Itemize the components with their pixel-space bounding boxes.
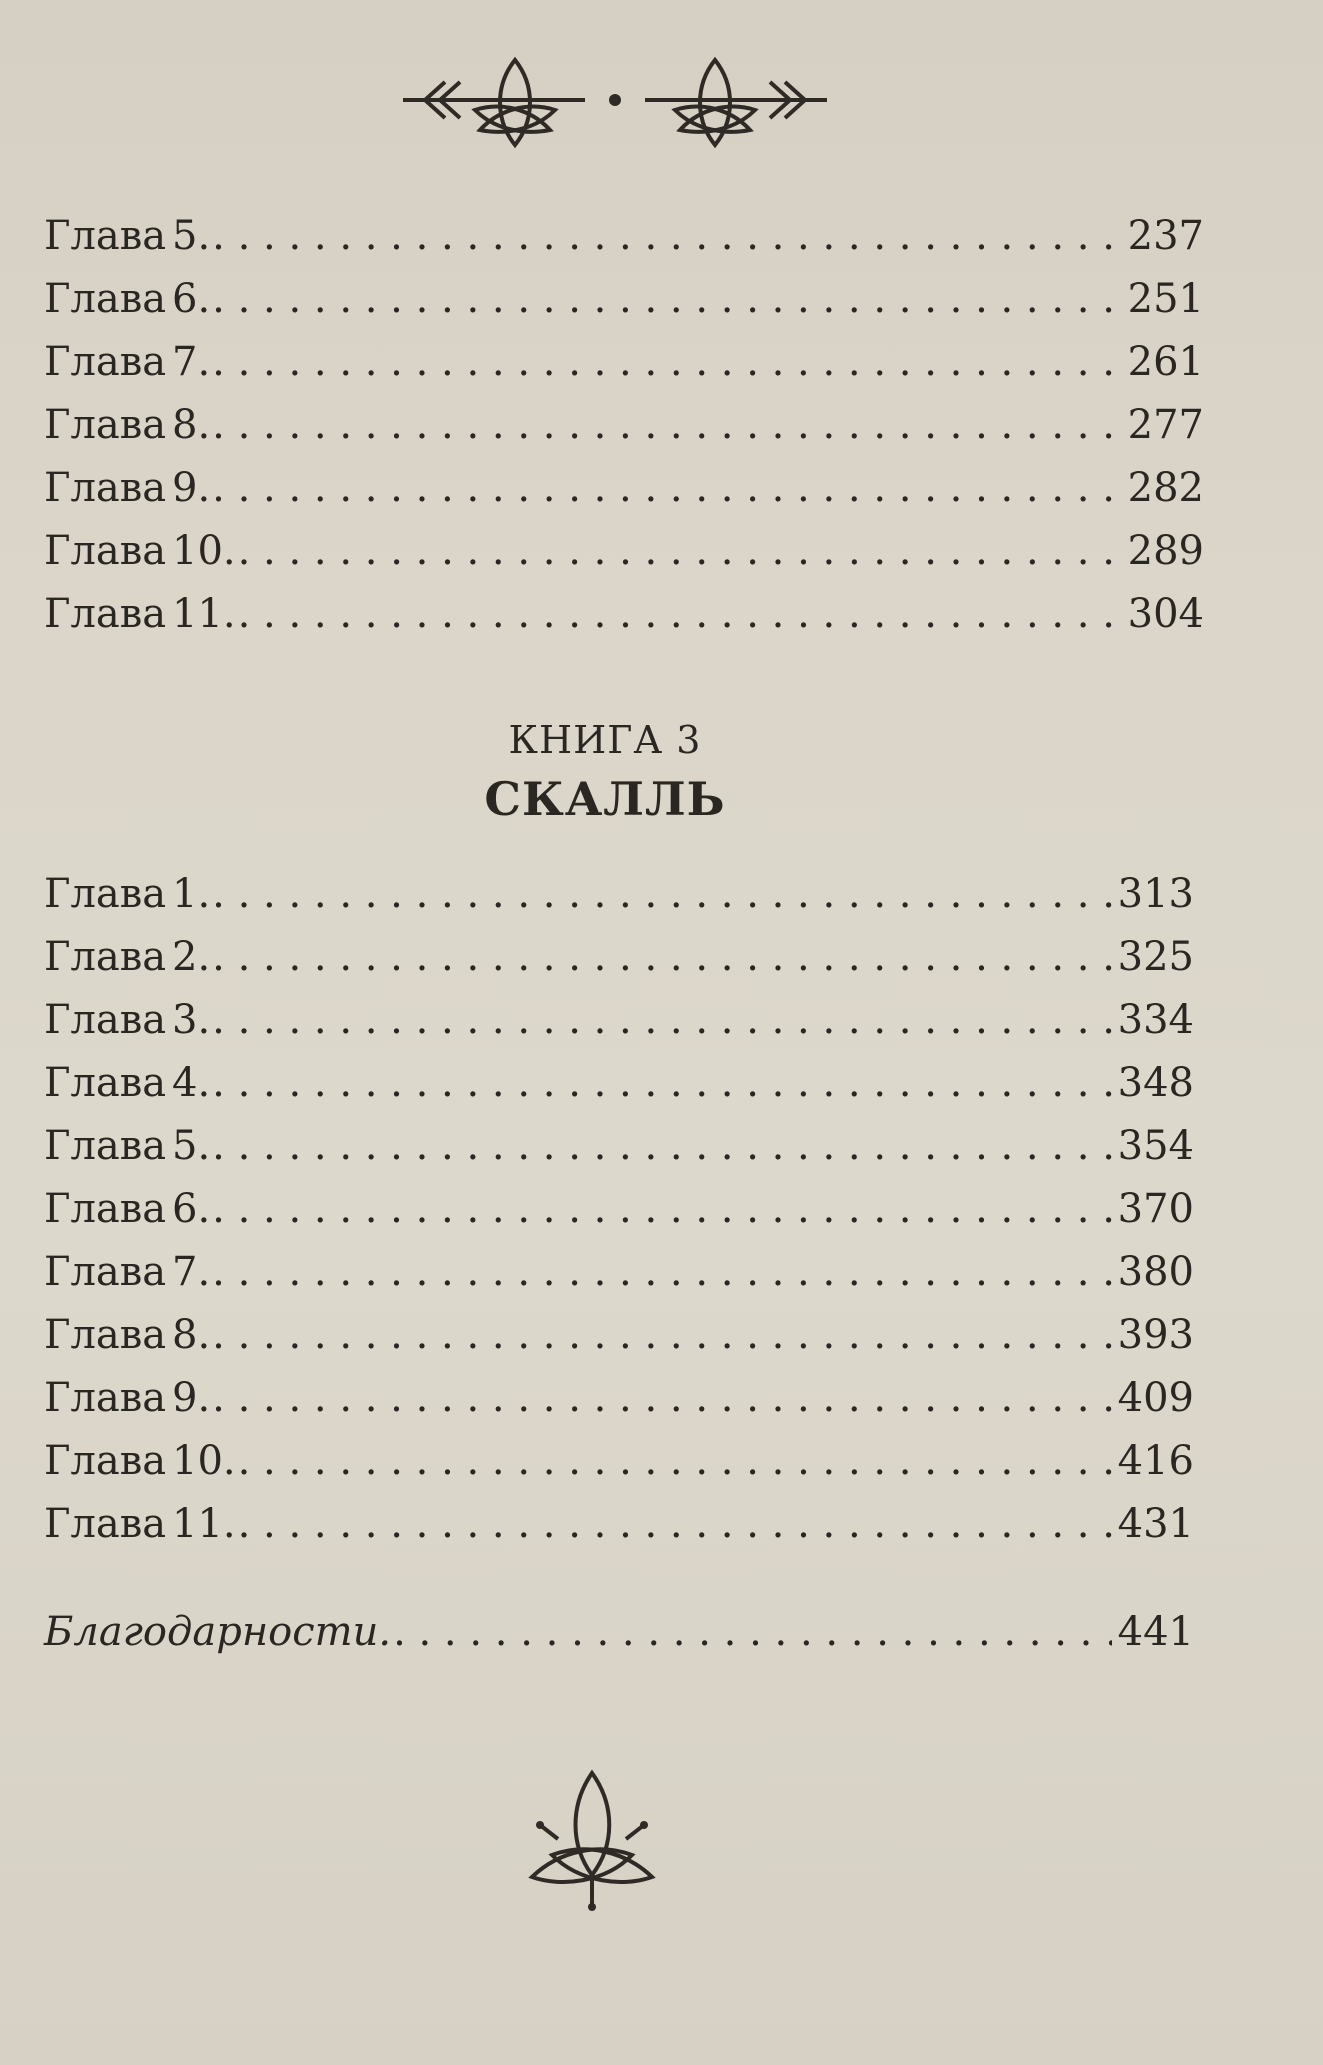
chapter-page-number: 348 xyxy=(1117,1060,1194,1106)
chapter-word: Глава xyxy=(44,276,167,322)
chapter-word: Глава xyxy=(44,934,167,980)
toc-part-two-row[interactable] xyxy=(44,394,1204,457)
chapter-word: Глава xyxy=(44,1312,167,1358)
dot-leader xyxy=(393,1601,1112,1664)
chapter-word: Глава xyxy=(44,1060,167,1106)
chapter-label xyxy=(44,1304,210,1367)
chapter-page-number: 261 xyxy=(1127,339,1204,385)
chapter-number: 2. xyxy=(172,934,211,980)
chapter-page-number: 431 xyxy=(1117,1501,1194,1547)
chapter-word: Глава xyxy=(44,997,167,1043)
chapter-label xyxy=(44,1115,210,1178)
chapter-number: 10. xyxy=(172,528,236,574)
chapter-number: 9. xyxy=(172,465,211,511)
book-title-heading: СКАЛЛЬ xyxy=(484,772,726,826)
chapter-label xyxy=(44,989,210,1052)
chapter-page-number: 409 xyxy=(1117,1375,1194,1421)
chapter-label xyxy=(44,1493,236,1556)
chapter-label xyxy=(44,331,210,394)
toc-part-two-row[interactable] xyxy=(44,205,1204,268)
toc-part-two xyxy=(44,205,1204,646)
dot-leader xyxy=(238,583,1122,646)
toc-part-two-row[interactable] xyxy=(44,457,1204,520)
dot-leader xyxy=(212,989,1111,1052)
dot-leader xyxy=(212,1241,1111,1304)
toc-book-three-row[interactable] xyxy=(44,926,1194,989)
toc-book-three-row[interactable] xyxy=(44,1052,1194,1115)
chapter-page-number: 313 xyxy=(1117,871,1194,917)
chapter-label xyxy=(44,1430,236,1493)
dot-leader xyxy=(212,394,1121,457)
toc-book-three-row[interactable] xyxy=(44,863,1194,926)
chapter-label xyxy=(44,394,210,457)
acknowledgements-page-number: 441 xyxy=(1117,1609,1194,1655)
dot-leader xyxy=(212,1367,1111,1430)
chapter-page-number: 354 xyxy=(1117,1123,1194,1169)
chapter-number: 6. xyxy=(172,276,211,322)
celtic-knot-ornament-icon xyxy=(395,40,835,160)
dot-leader xyxy=(212,1052,1111,1115)
toc-book-three-row[interactable] xyxy=(44,1367,1194,1430)
dot-leader xyxy=(212,205,1121,268)
chapter-word: Глава xyxy=(44,213,167,259)
toc-book-three xyxy=(44,863,1194,1556)
chapter-number: 5. xyxy=(172,213,211,259)
chapter-number: 8. xyxy=(172,1312,211,1358)
chapter-word: Глава xyxy=(44,1123,167,1169)
chapter-number: 1. xyxy=(172,871,211,917)
toc-book-three-row[interactable] xyxy=(44,1115,1194,1178)
chapter-number: 6. xyxy=(172,1186,211,1232)
chapter-word: Глава xyxy=(44,871,167,917)
toc-part-two-row[interactable] xyxy=(44,331,1204,394)
chapter-label xyxy=(44,1052,210,1115)
dot-leader xyxy=(212,1115,1111,1178)
chapter-page-number: 325 xyxy=(1117,934,1194,980)
dot-leader xyxy=(212,331,1121,394)
chapter-page-number: 289 xyxy=(1127,528,1204,574)
chapter-word: Глава xyxy=(44,465,167,511)
toc-book-three-row[interactable] xyxy=(44,1178,1194,1241)
chapter-page-number: 251 xyxy=(1127,276,1204,322)
book-number-heading: КНИГА 3 xyxy=(508,718,702,762)
chapter-word: Глава xyxy=(44,591,167,637)
toc-acknowledgements xyxy=(44,1601,1194,1664)
chapter-page-number: 282 xyxy=(1127,465,1204,511)
dot-leader xyxy=(212,457,1121,520)
chapter-number: 4. xyxy=(172,1060,211,1106)
chapter-page-number: 393 xyxy=(1117,1312,1194,1358)
toc-part-two-row[interactable] xyxy=(44,520,1204,583)
toc-book-three-row[interactable] xyxy=(44,1430,1194,1493)
chapter-page-number: 370 xyxy=(1117,1186,1194,1232)
chapter-label xyxy=(44,457,210,520)
chapter-number: 3. xyxy=(172,997,211,1043)
chapter-number: 7. xyxy=(172,1249,211,1295)
chapter-number: 11. xyxy=(172,591,236,637)
toc-part-two-row[interactable] xyxy=(44,268,1204,331)
chapter-label xyxy=(44,268,210,331)
dot-leader xyxy=(238,1493,1112,1556)
toc-part-two-row[interactable] xyxy=(44,583,1204,646)
chapter-number: 9. xyxy=(172,1375,211,1421)
chapter-label xyxy=(44,583,236,646)
chapter-word: Глава xyxy=(44,339,167,385)
chapter-number: 8. xyxy=(172,402,211,448)
chapter-word: Глава xyxy=(44,402,167,448)
chapter-page-number: 380 xyxy=(1117,1249,1194,1295)
dot-leader xyxy=(212,1178,1111,1241)
chapter-label xyxy=(44,1367,210,1430)
chapter-page-number: 237 xyxy=(1127,213,1204,259)
chapter-page-number: 334 xyxy=(1117,997,1194,1043)
chapter-label xyxy=(44,926,210,989)
toc-book-three-row[interactable] xyxy=(44,989,1194,1052)
toc-book-three-row[interactable] xyxy=(44,1304,1194,1367)
chapter-page-number: 277 xyxy=(1127,402,1204,448)
chapter-word: Глава xyxy=(44,1501,167,1547)
toc-row-acknowledgements[interactable] xyxy=(44,1601,1194,1664)
chapter-word: Глава xyxy=(44,1249,167,1295)
acknowledgements-label: Благодарности. xyxy=(44,1609,392,1655)
dot-leader xyxy=(238,520,1122,583)
chapter-number: 10. xyxy=(172,1438,236,1484)
triquetra-ornament-icon xyxy=(520,1765,665,1915)
chapter-word: Глава xyxy=(44,1186,167,1232)
dot-leader xyxy=(238,1430,1112,1493)
chapter-label xyxy=(44,1178,210,1241)
chapter-word: Глава xyxy=(44,1375,167,1421)
chapter-page-number: 416 xyxy=(1117,1438,1194,1484)
chapter-label xyxy=(44,520,236,583)
chapter-number: 5. xyxy=(172,1123,211,1169)
dot-leader xyxy=(212,863,1111,926)
chapter-label xyxy=(44,205,210,268)
chapter-word: Глава xyxy=(44,1438,167,1484)
chapter-number: 11. xyxy=(172,1501,236,1547)
toc-book-three-row[interactable] xyxy=(44,1241,1194,1304)
dot-leader xyxy=(212,268,1121,331)
chapter-number: 7. xyxy=(172,339,211,385)
dot-leader xyxy=(212,1304,1111,1367)
dot-leader xyxy=(212,926,1111,989)
chapter-label xyxy=(44,863,210,926)
chapter-page-number: 304 xyxy=(1127,591,1204,637)
chapter-word: Глава xyxy=(44,528,167,574)
chapter-label xyxy=(44,1241,210,1304)
toc-book-three-row[interactable] xyxy=(44,1493,1194,1556)
